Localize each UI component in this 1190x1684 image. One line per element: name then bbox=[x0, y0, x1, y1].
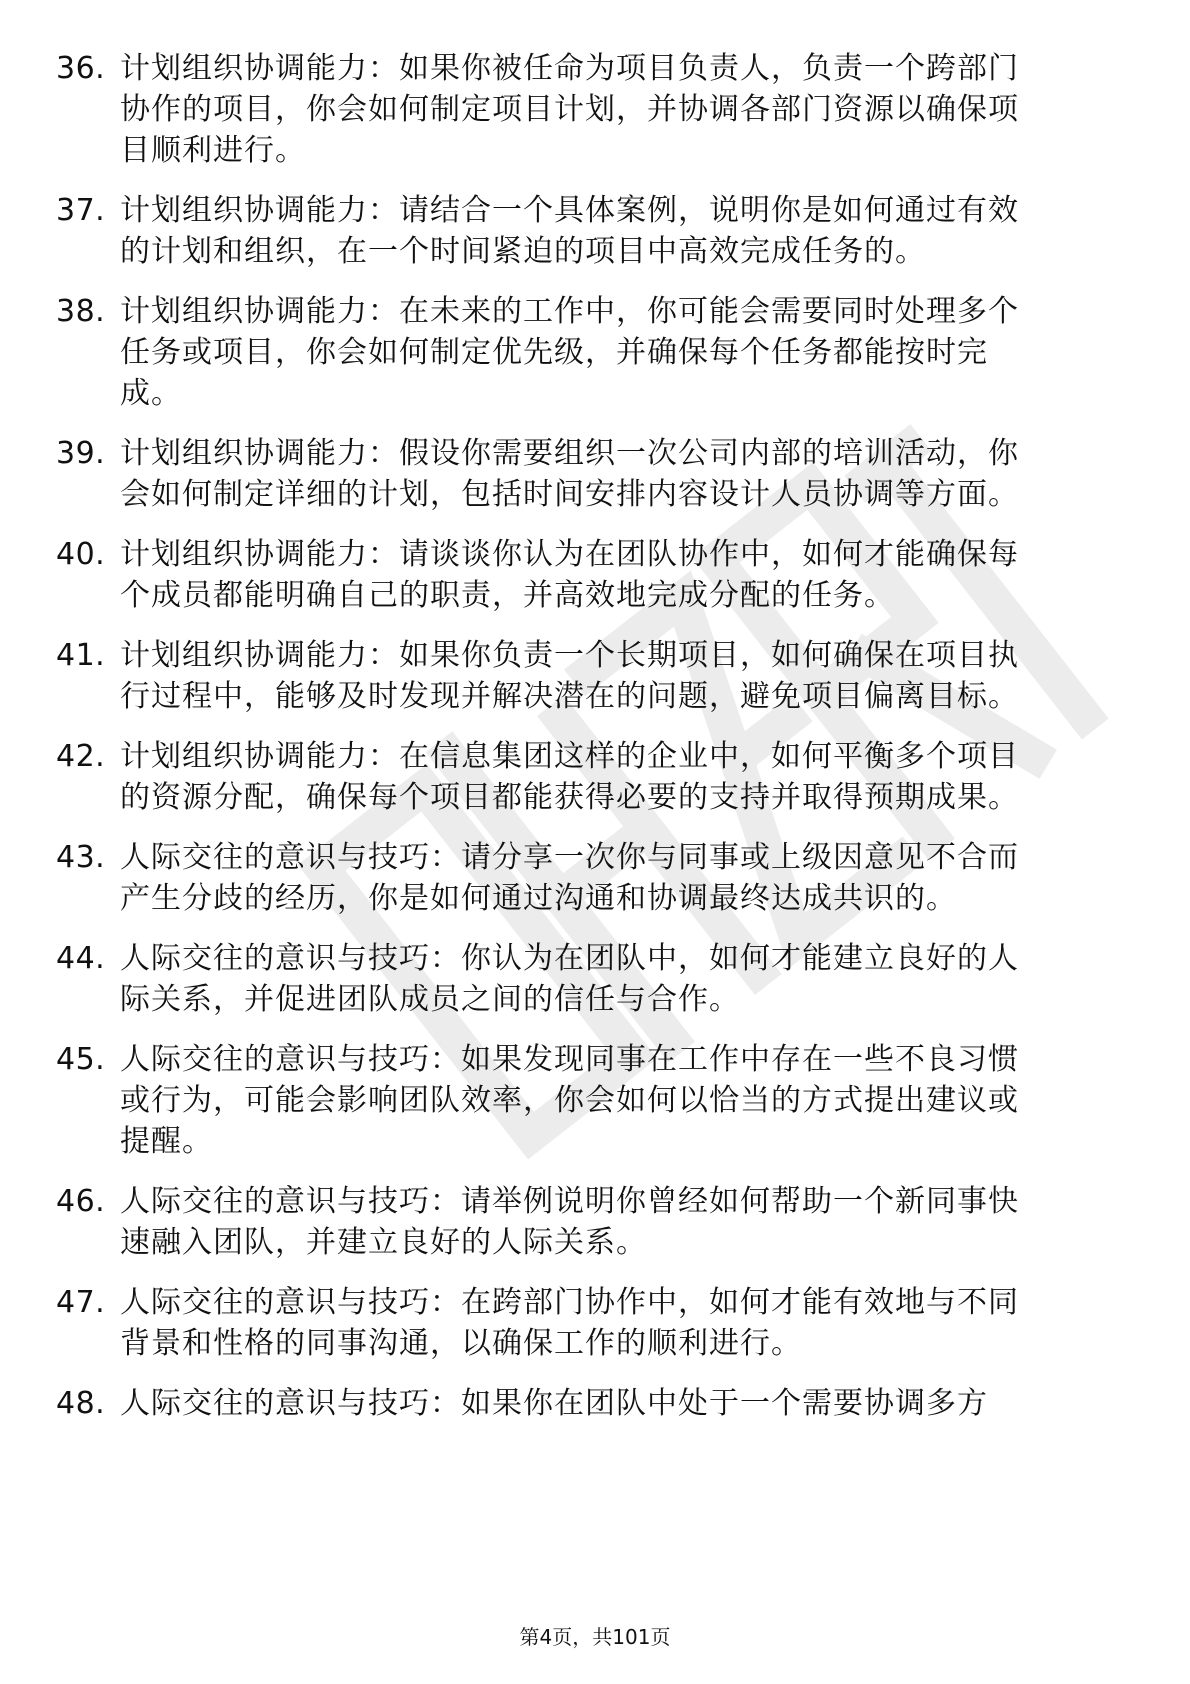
question-text: 人际交往的意识与技巧：如果发现同事在工作中存在一些不良习惯或行为，可能会影响团队效率，你会如何以恰当的方式提出建议或提醒。 bbox=[120, 1042, 1019, 1159]
question-number: 47. bbox=[56, 1285, 106, 1320]
page-number-footer: 第4页，共101页 bbox=[519, 1625, 671, 1649]
question-number: 46. bbox=[56, 1184, 106, 1219]
question-number: 39. bbox=[56, 436, 106, 471]
list-item bbox=[56, 190, 1116, 272]
question-number: 44. bbox=[56, 941, 106, 976]
list-item bbox=[56, 291, 1116, 414]
question-text: 人际交往的意识与技巧：如果你在团队中处于一个需要协调多方 bbox=[120, 1386, 988, 1421]
question-text: 计划组织协调能力：在未来的工作中，你可能会需要同时处理多个任务或项目，你会如何制定优先级，并确保每个任务都能按时完成。 bbox=[120, 294, 1019, 411]
list-item bbox=[56, 1181, 1116, 1263]
list-item bbox=[56, 1383, 1116, 1424]
question-text: 计划组织协调能力：请谈谈你认为在团队协作中，如何才能确保每个成员都能明确自己的职责，并高效地完成分配的任务。 bbox=[120, 537, 1019, 613]
question-number: 38. bbox=[56, 294, 106, 329]
question-text: 计划组织协调能力：请结合一个具体案例，说明你是如何通过有效的计划和组织，在一个时间紧迫的项目中高效完成任务的。 bbox=[120, 193, 1019, 269]
question-number: 45. bbox=[56, 1042, 106, 1077]
question-number: 43. bbox=[56, 840, 106, 875]
list-item bbox=[56, 433, 1116, 515]
question-text: 人际交往的意识与技巧：请分享一次你与同事或上级因意见不合而产生分歧的经历，你是如何通过沟通和协调最终达成共识的。 bbox=[120, 840, 1019, 916]
question-text: 人际交往的意识与技巧：在跨部门协作中，如何才能有效地与不同背景和性格的同事沟通，以确保工作的顺利进行。 bbox=[120, 1285, 1019, 1361]
question-number: 42. bbox=[56, 739, 106, 774]
question-list bbox=[56, 48, 1116, 1443]
question-text: 人际交往的意识与技巧：你认为在团队中，如何才能建立良好的人际关系，并促进团队成员之间的信任与合作。 bbox=[120, 941, 1019, 1017]
list-item bbox=[56, 938, 1116, 1020]
question-text: 计划组织协调能力：在信息集团这样的企业中，如何平衡多个项目的资源分配，确保每个项目都能获得必要的支持并取得预期成果。 bbox=[120, 739, 1019, 815]
question-text: 计划组织协调能力：如果你被任命为项目负责人，负责一个跨部门协作的项目，你会如何制定项目计划，并协调各部门资源以确保项目顺利进行。 bbox=[120, 51, 1019, 168]
list-item bbox=[56, 1282, 1116, 1364]
question-text: 计划组织协调能力：假设你需要组织一次公司内部的培训活动，你会如何制定详细的计划，包括时间安排内容设计人员协调等方面。 bbox=[120, 436, 1019, 512]
question-text: 计划组织协调能力：如果你负责一个长期项目，如何确保在项目执行过程中，能够及时发现并解决潜在的问题，避免项目偏离目标。 bbox=[120, 638, 1019, 714]
question-number: 41. bbox=[56, 638, 106, 673]
question-number: 36. bbox=[56, 51, 106, 86]
question-text: 人际交往的意识与技巧：请举例说明你曾经如何帮助一个新同事快速融入团队，并建立良好的人际关系。 bbox=[120, 1184, 1019, 1260]
list-item bbox=[56, 635, 1116, 717]
question-number: 37. bbox=[56, 193, 106, 228]
list-item bbox=[56, 837, 1116, 919]
list-item bbox=[56, 48, 1116, 171]
question-number: 48. bbox=[56, 1386, 106, 1421]
list-item bbox=[56, 736, 1116, 818]
list-item bbox=[56, 534, 1116, 616]
question-number: 40. bbox=[56, 537, 106, 572]
list-item bbox=[56, 1039, 1116, 1162]
